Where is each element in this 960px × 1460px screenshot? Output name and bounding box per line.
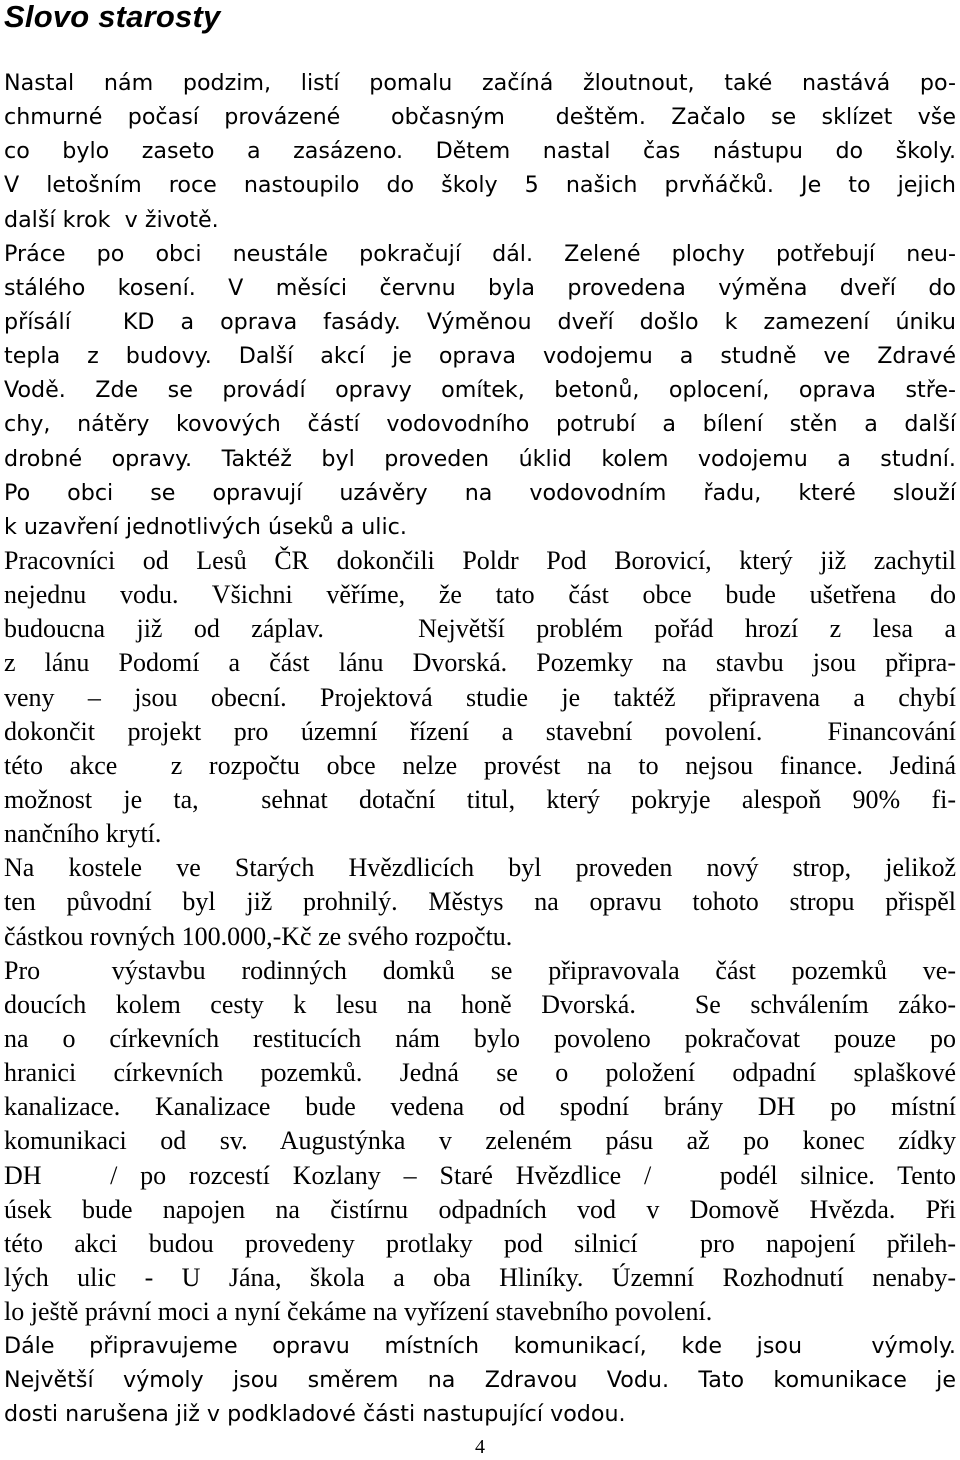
text-line: této akci budou provedeny protlaky pod silnicí pro napojení přileh- [4, 1228, 956, 1258]
text-line: možnost je ta, sehnat dotační titul, který pokryje alespoň 90% fi- [4, 784, 956, 814]
text-line: co bylo zaseto a zasázeno. Dětem nastal čas nástupu do školy. [4, 138, 956, 165]
text-line: dosti narušena již v podkladové části nastupující vodou. [4, 1401, 626, 1428]
text-line: Na kostele ve Starých Hvězdlicích byl proveden nový strop, jelikož [4, 853, 956, 883]
text-line: chy, nátěry kovových částí vodovodního potrubí a bílení stěn a další [4, 411, 956, 438]
text-line: ten původní byl již prohnilý. Městys na opravu tohoto stropu přispěl [4, 887, 956, 917]
text-line: z lánu Podomí a část lánu Dvorská. Pozemky na stavbu jsou připra- [4, 648, 956, 678]
text-line: Práce po obci neustále pokračují dál. Zelené plochy potřebují neu- [4, 240, 956, 267]
text-line: lých ulic - U Jána, škola a oba Hliníky. Územní Rozhodnutí nenaby- [4, 1262, 956, 1292]
text-line: přísálí KD a oprava fasády. Výměnou dveří došlo k zamezení úniku [4, 308, 956, 335]
text-line: hranici církevních pozemků. Jedná se o položení odpadní splaškové [4, 1058, 956, 1088]
page-number: 4 [475, 1436, 485, 1458]
text-line: částkou rovných 100.000,-Kč ze svého rozpočtu. [4, 921, 513, 951]
text-line: lo ještě právní moci a nyní čekáme na vyřízení stavebního povolení. [4, 1297, 713, 1327]
text-line: stálého kosení. V měsíci červnu byla provedena výměna dveří do [4, 274, 956, 301]
text-line: doucích kolem cesty k lesu na honě Dvorská. Se schválením záko- [4, 989, 956, 1019]
text-line: dokončit projekt pro územní řízení a stavební povolení. Financování [4, 716, 956, 746]
text-line: tepla z budovy. Další akcí je oprava vodojemu a studně ve Zdravé [4, 343, 956, 370]
text-line: Největší výmoly jsou směrem na Zdravou Vodu. Tato komunikace je [4, 1367, 956, 1394]
text-line: veny – jsou obecní. Projektová studie je taktéž připravena a chybí [4, 682, 956, 712]
text-line: Po obci se opravují uzávěry na vodovodním řadu, které slouží [4, 479, 956, 506]
text-line: Nastal nám podzim, listí pomalu začíná žloutnout, také nastává po- [4, 70, 956, 96]
text-line: Pracovníci od Lesů ČR dokončili Poldr Pod Borovicí, který již zachytil [4, 545, 956, 575]
text-line: kanalizace. Kanalizace bude vedena od spodní brány DH po místní [4, 1092, 956, 1122]
text-line: této akce z rozpočtu obce nelze provést na to nejsou finance. Jediná [4, 750, 956, 780]
text-line: V letošním roce nastoupilo do školy 5 našich prvňáčků. Je to jejich [4, 172, 956, 199]
text-line: DH / po rozcestí Kozlany – Staré Hvězdlice / podél silnice. Tento [4, 1160, 956, 1190]
text-line: na o církevních restitucích nám bylo povoleno pokračovat pouze po [4, 1023, 956, 1053]
text-line: komunikaci od sv. Augustýnka v zeleném pásu až po konec zídky [4, 1126, 956, 1156]
text-line: chmurné počasí provázené občasným deštěm. Začalo se sklízet vše [4, 104, 956, 131]
article-body [4, 66, 956, 1432]
page-title: Slovo starosty [4, 0, 221, 34]
text-line: nančního krytí. [4, 819, 162, 849]
text-line: nejednu vodu. Všichni věříme, že tato část obce bude ušetřena do [4, 580, 956, 610]
text-line: Dále připravujeme opravu místních komunikací, kde jsou výmoly. [4, 1333, 956, 1360]
text-line: k uzavření jednotlivých úseků a ulic. [4, 513, 407, 540]
text-line: drobné opravy. Taktéž byl proveden úklid kolem vodojemu a studní. [4, 445, 956, 472]
text-line: úsek bude napojen na čistírnu odpadních vod v Domově Hvězda. Při [4, 1194, 956, 1224]
text-line: budoucna již od záplav. Největší problém pořád hrozí z lesa a [4, 614, 956, 644]
text-line: Pro výstavbu rodinných domků se připravovala část pozemků ve- [4, 955, 956, 985]
text-line: další krok v životě. [4, 206, 219, 233]
text-line: Vodě. Zde se provádí opravy omítek, betonů, oplocení, oprava stře- [4, 377, 956, 404]
